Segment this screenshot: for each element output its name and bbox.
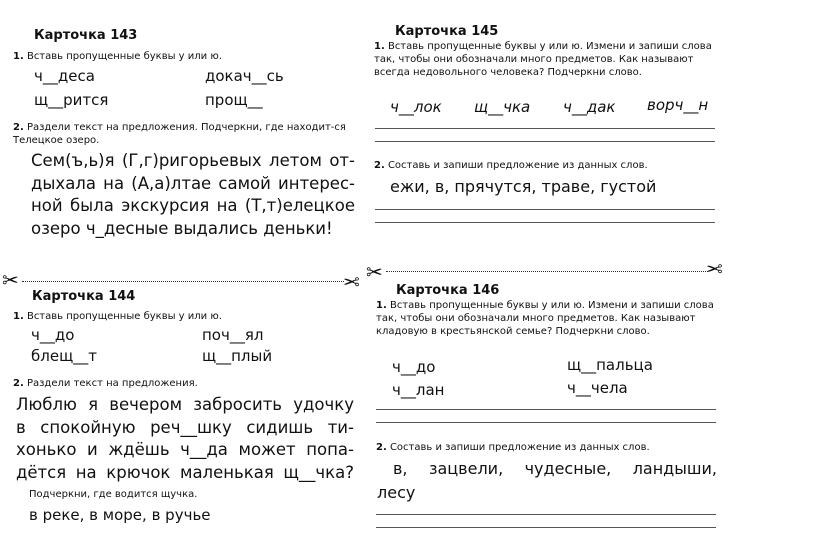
word-item: щ__рится bbox=[34, 91, 109, 109]
word-item: ч__чела bbox=[567, 379, 628, 397]
word-item: ч__дак bbox=[563, 98, 616, 116]
word-item: ч__лан bbox=[392, 381, 445, 399]
scissors-icon: ✂ bbox=[343, 270, 360, 294]
word-item: ворч__н bbox=[647, 96, 709, 114]
card-146-sentence-line-1: в, зацвели, чудесные, ландыши, bbox=[393, 459, 717, 478]
answer-line bbox=[375, 209, 715, 210]
text-line: дыхала на (А,а)лтае самой интерес- bbox=[31, 173, 355, 193]
answer-line bbox=[376, 514, 716, 515]
card-143-task-2: 2. Раздели текст на предложения. Подчеркни, где находит-ся Телецкое озеро. bbox=[13, 122, 346, 146]
word-item: щ__чка bbox=[474, 98, 531, 116]
text-line: Люблю я вечером забросить удочку bbox=[16, 395, 354, 414]
word-item: щ__плый bbox=[202, 347, 273, 365]
card-144-answer: в реке, в море, в ручье bbox=[29, 506, 211, 524]
card-145-title: Карточка 145 bbox=[395, 24, 499, 39]
scissors-icon: ✂ bbox=[2, 268, 19, 292]
text-line: хонько и ждёшь ч__да может попа- bbox=[16, 440, 354, 459]
word-item: ч__деса bbox=[34, 67, 95, 85]
cut-line bbox=[22, 281, 344, 282]
card-144-task-3: Подчеркни, где водится щучка. bbox=[29, 489, 198, 500]
card-143-text bbox=[31, 150, 355, 240]
card-145-task-2: 2. Составь и запиши предложение из данных слов. bbox=[374, 160, 648, 171]
text-line: Сем(ъ,ь)я (Г,г)ригорьевых летом от- bbox=[31, 151, 355, 170]
answer-line bbox=[375, 141, 715, 142]
word-item: ч__до bbox=[31, 326, 75, 344]
word-item: ч__лок bbox=[390, 98, 442, 116]
card-145-task-1: 1. Вставь пропущенные буквы у или ю. Измени и запиши слова так, чтобы они обозначали много предметов. Как называют всегда недовольного человека? Подчеркни слово. bbox=[374, 41, 712, 78]
answer-line bbox=[376, 527, 716, 528]
word-item: докач__сь bbox=[205, 67, 284, 85]
answer-line bbox=[376, 409, 716, 410]
card-144-text bbox=[16, 394, 354, 484]
word-item: блещ__т bbox=[31, 347, 97, 365]
scissors-icon: ✂ bbox=[706, 257, 723, 281]
text-line: ной была экскурсия на (Т,т)елецкое bbox=[31, 196, 355, 215]
word-item: прощ__ bbox=[205, 91, 263, 109]
text-line: дётся на крючок маленькая щ__чка? bbox=[16, 462, 354, 482]
answer-line bbox=[375, 128, 715, 129]
answer-line bbox=[376, 422, 716, 423]
scissors-icon: ✂ bbox=[366, 260, 383, 284]
card-146-task-2: 2. Составь и запиши предложение из данных слов. bbox=[376, 442, 650, 453]
word-item: ч__до bbox=[392, 358, 436, 376]
card-146-sentence-line-2: лесу bbox=[377, 483, 416, 502]
card-143-title: Карточка 143 bbox=[34, 28, 138, 43]
card-144-task-1: 1. Вставь пропущенные буквы у или ю. bbox=[13, 311, 222, 322]
card-144-title: Карточка 144 bbox=[32, 289, 136, 304]
card-146-title: Карточка 146 bbox=[396, 283, 500, 298]
word-item: щ__пальца bbox=[567, 356, 653, 374]
card-143-task-1: 1. Вставь пропущенные буквы у или ю. bbox=[13, 51, 222, 62]
card-144-task-2: 2. Раздели текст на предложения. bbox=[13, 378, 198, 389]
word-item: поч__ял bbox=[202, 326, 264, 344]
text-line: озеро ч_десные выдались деньки! bbox=[31, 218, 333, 238]
card-145-sentence: ежи, в, прячутся, траве, густой bbox=[390, 177, 657, 196]
cut-line bbox=[386, 271, 708, 272]
card-146-task-1: 1. Вставь пропущенные буквы у или ю. Измени и запиши слова так, чтобы они обозначали много предметов. Как называют кладовую в крестьянской семье? Подчеркни слово. bbox=[376, 300, 714, 337]
text-line: в спокойную реч__шку сидишь ти- bbox=[16, 417, 354, 437]
answer-line bbox=[375, 222, 715, 223]
